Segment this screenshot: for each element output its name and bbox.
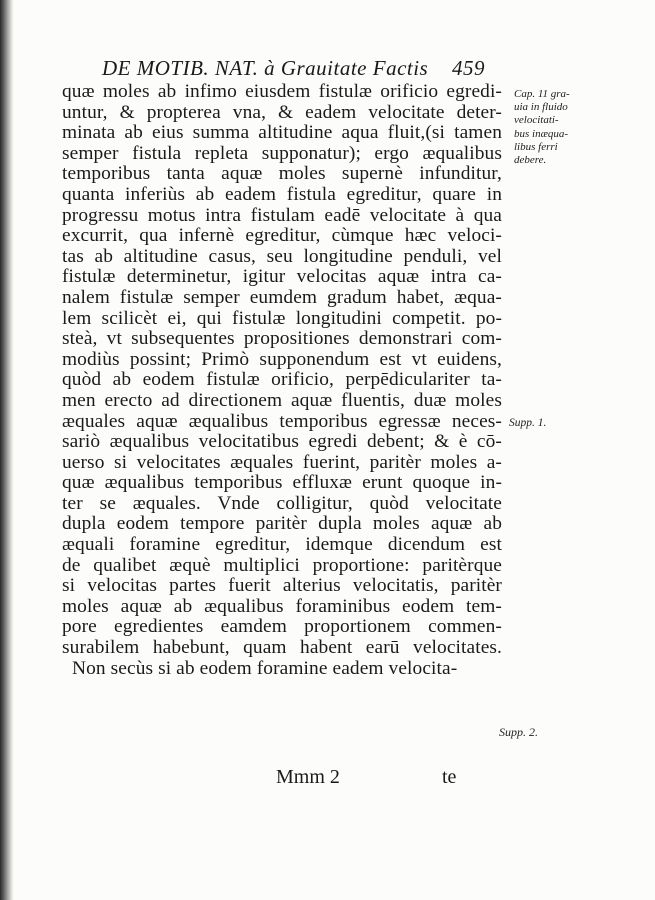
text-line: dupla eodem tempore paritèr dupla moles aquæ ab [62, 513, 502, 535]
text-line: uerso si velocitates æquales fuerint, paritèr moles a- [62, 451, 502, 473]
page-footer [276, 766, 476, 790]
marginal-note-line: libus ferri [514, 140, 558, 153]
text-line: nalem fistulæ semper eumdem gradum habet, æqua- [62, 286, 502, 308]
marginal-note-line: debere. [514, 154, 547, 167]
text-line: moles aquæ ab æqualibus foraminibus eodem tem- [62, 595, 502, 617]
running-head-title: DE MOTIB. NAT. à Grauitate Factis [102, 56, 429, 80]
text-line: steà, vt subsequentes propositiones demonstrari com- [62, 328, 502, 350]
body-text [62, 82, 502, 679]
text-line: sariò æqualibus velocitatibus egredi debent; & è cō- [62, 431, 502, 453]
text-line: pore egredientes eamdem proportionem commen- [62, 616, 502, 638]
text-line: æquali foramine egreditur, idemque dicendum est [62, 534, 502, 556]
marginal-note-line: bus inæqua- [514, 127, 569, 140]
text-line: Non secùs si ab eodem foramine eadem velocita- [72, 657, 458, 679]
text-line: quanta inferiùs ab eadem fistula egreditur, quare in [62, 183, 502, 205]
text-line: si velocitas partes fuerit alterius velocitatis, paritèr [62, 575, 502, 597]
marginal-note-line: uia in fluido [514, 101, 568, 114]
text-line: untur, & propterea vna, & eadem velocitate deter- [62, 101, 502, 123]
binding-edge [0, 0, 14, 900]
text-line: temporibus tanta aquæ moles supernè infunditur, [62, 163, 502, 185]
text-line: modiùs possint; Primò supponendum est vt euidens, [62, 348, 502, 370]
marginal-note-line: Cap. 11 gra- [514, 88, 570, 100]
catchword: te [442, 766, 457, 788]
text-line: tas ab altitudine casus, seu longitudine penduli, vel [62, 245, 502, 267]
text-line: surabilem habebunt, quam habent earū velocitates. [62, 637, 502, 659]
text-line: de qualibet æquè multiplici proportione: paritèrque [62, 554, 502, 576]
signature-mark: Mmm 2 [276, 766, 340, 788]
text-line: semper fistula repleta supponatur); ergo æqualibus [62, 142, 502, 164]
marginal-note-supp-2: Supp. 2. [499, 725, 538, 739]
marginal-note-cap [514, 88, 598, 167]
text-line: men erecto ad directionem aquæ fluentis, duæ moles [62, 389, 502, 411]
text-line: fistulæ determinetur, igitur velocitas aquæ intra ca- [62, 266, 502, 288]
text-line: lem scilicèt ei, qui fistulæ longitudini competit. po- [62, 307, 502, 329]
text-line: progressu motus intra fistulam eadē velocitate à qua [62, 204, 502, 226]
marginal-note-line: velocitati- [514, 114, 559, 127]
text-line: excurrit, qua infernè egreditur, cùmque hæc veloci- [62, 225, 502, 247]
text-line: ter se æquales. Vnde colligitur, quòd velocitate [62, 492, 502, 514]
page-number: 459 [452, 56, 485, 80]
text-line: quòd ab eodem fistulæ orificio, perpēdiculariter ta- [62, 369, 502, 391]
text-line: æquales aquæ æqualibus temporibus egressæ neces- [62, 410, 502, 432]
text-line: minata ab eius summa altitudine aqua fluit,(si tamen [62, 122, 502, 144]
text-line: quæ moles ab infimo eiusdem fistulæ orificio egredi- [62, 81, 502, 102]
text-line: quæ æqualibus temporibus effluxæ erunt quoque in- [62, 472, 502, 494]
marginal-note-supp-1: Supp. 1. [509, 417, 547, 429]
